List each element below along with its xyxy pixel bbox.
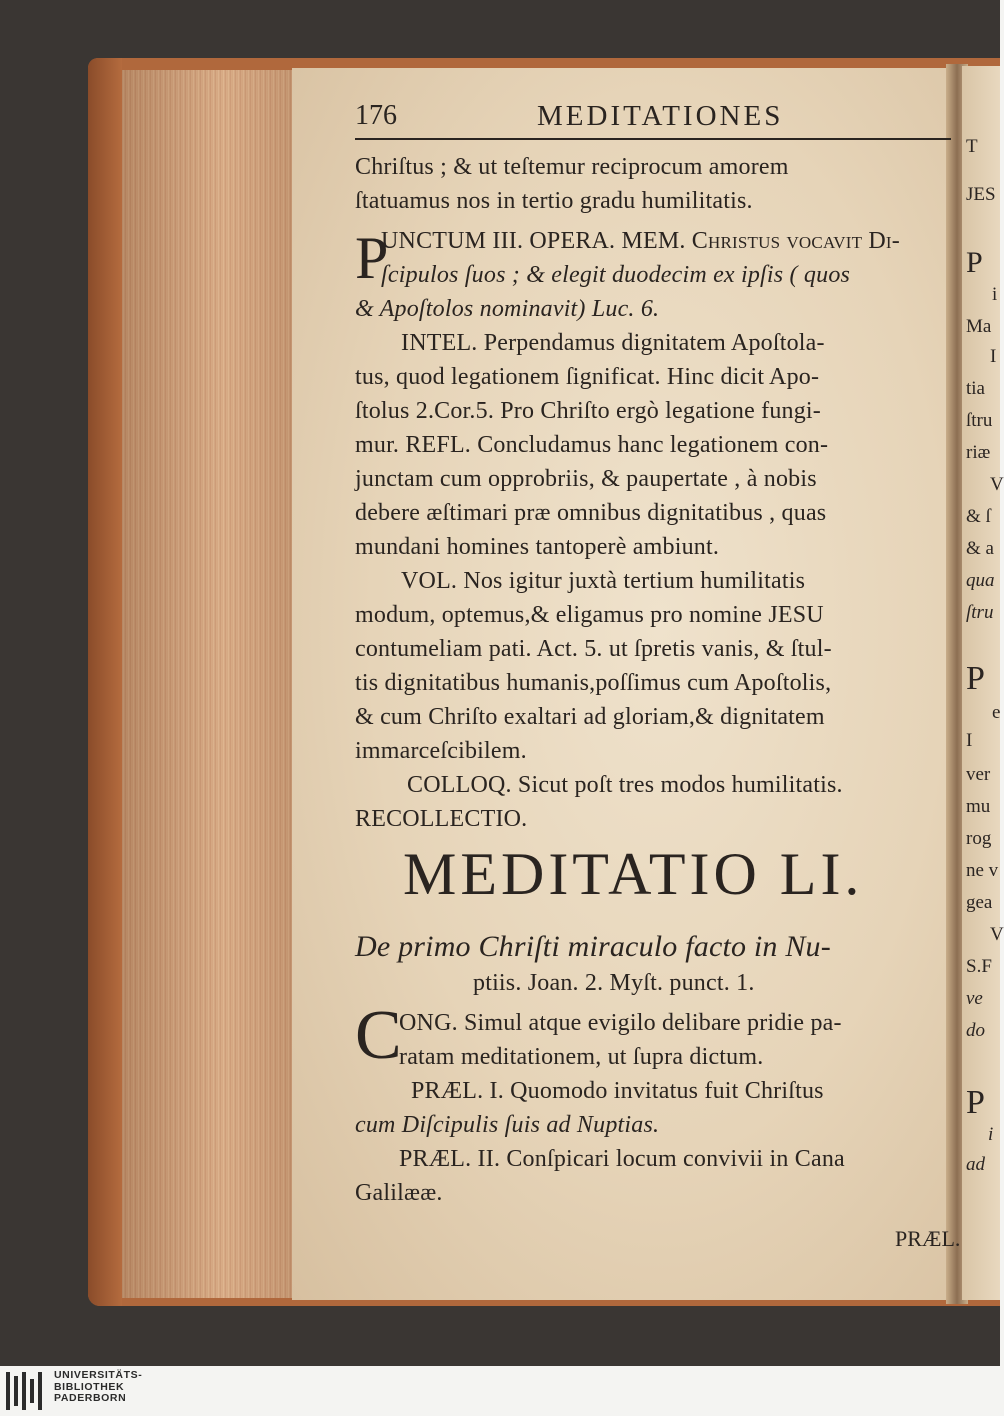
- text-line: & cum Chriſto exaltari ad gloriam,& dignitatem: [355, 704, 825, 730]
- text-line: COLLOQ. Sicut poſt tres modos humilitatis.: [407, 772, 843, 798]
- subtitle-line: De primo Chriſti miraculo facto in Nu-: [355, 930, 831, 963]
- text-line: junctam cum opprobriis, & paupertate , à nobis: [355, 466, 817, 492]
- cover-edge: [88, 58, 122, 1306]
- text-line: ONG. Simul atque evigilo delibare pridie pa-: [399, 1010, 842, 1036]
- text-line: contumeliam pati. Act. 5. ut ſpretis vanis, & ſtul-: [355, 636, 832, 662]
- text-line: tis dignitatibus humanis,poſſimus cum Apoſtolis,: [355, 670, 832, 696]
- text-line: ſcipulos ſuos ; & elegit duodecim ex ipſis ( quos: [381, 262, 851, 288]
- meditation-heading: MEDITATIO LI.: [403, 841, 864, 907]
- text-line: PRÆL. II. Conſpicari locum convivii in Cana: [399, 1146, 845, 1172]
- text-line: mur. REFL. Concludamus hanc legationem con-: [355, 432, 829, 458]
- right-page-fragment: T JES P i Ma I tia ſtru riæ V & ſ & a qua ſtru P e I ver mu rog ne v gea V S.F ve do P i ad: [962, 66, 1000, 1300]
- text-line: INTEL. Perpendamus dignitatem Apoſtola-: [401, 330, 825, 356]
- subtitle-line: ptiis. Joan. 2. Myſt. punct. 1.: [473, 970, 755, 996]
- text-line: VOL. Nos igitur juxtà tertium humilitatis: [401, 568, 806, 594]
- text-line: Galilææ.: [355, 1180, 443, 1206]
- text-line: ſtatuamus nos in tertio gradu humilitatis.: [355, 188, 753, 214]
- text-line: UNCTUM III. OPERA. MEM. Chriſtus vocavit Di-: [381, 228, 900, 254]
- library-logo-icon: [6, 1372, 48, 1410]
- text-line: PRÆL. I. Quomodo invitatus fuit Chriſtus: [411, 1078, 824, 1104]
- text-line: cum Diſcipulis ſuis ad Nuptias.: [355, 1112, 660, 1138]
- text-line: ratam meditationem, ut ſupra dictum.: [399, 1044, 764, 1070]
- text-line: ſtolus 2.Cor.5. Pro Chriſto ergò legatione fungi-: [355, 398, 821, 424]
- text-line: RECOLLECTIO.: [355, 806, 528, 832]
- text-line: modum, optemus,& eligamus pro nomine JESU: [355, 602, 824, 628]
- text-line: & Apoſtolos nominavit) Luc. 6.: [355, 296, 660, 322]
- running-head: MEDITATIONES: [537, 100, 784, 132]
- page-number: 176: [355, 100, 397, 131]
- text-line: Chriſtus ; & ut teſtemur reciprocum amorem: [355, 154, 789, 180]
- text-line: immarceſcibilem.: [355, 738, 527, 764]
- text-line: tus, quod legationem ſignificat. Hinc dicit Apo-: [355, 364, 820, 390]
- library-name: UNIVERSITÄTS- BIBLIOTHEK PADERBORN: [54, 1369, 143, 1404]
- footer-bar: [0, 1366, 1000, 1416]
- header-rule: [355, 138, 951, 140]
- catchword: PRÆL.: [895, 1226, 961, 1251]
- text-line: debere æſtimari præ omnibus dignitatibus , quas: [355, 500, 827, 526]
- dropcap-p: P: [355, 225, 389, 291]
- dropcap-c: C: [355, 997, 402, 1074]
- text-line: mundani homines tantoperè ambiunt.: [355, 534, 720, 560]
